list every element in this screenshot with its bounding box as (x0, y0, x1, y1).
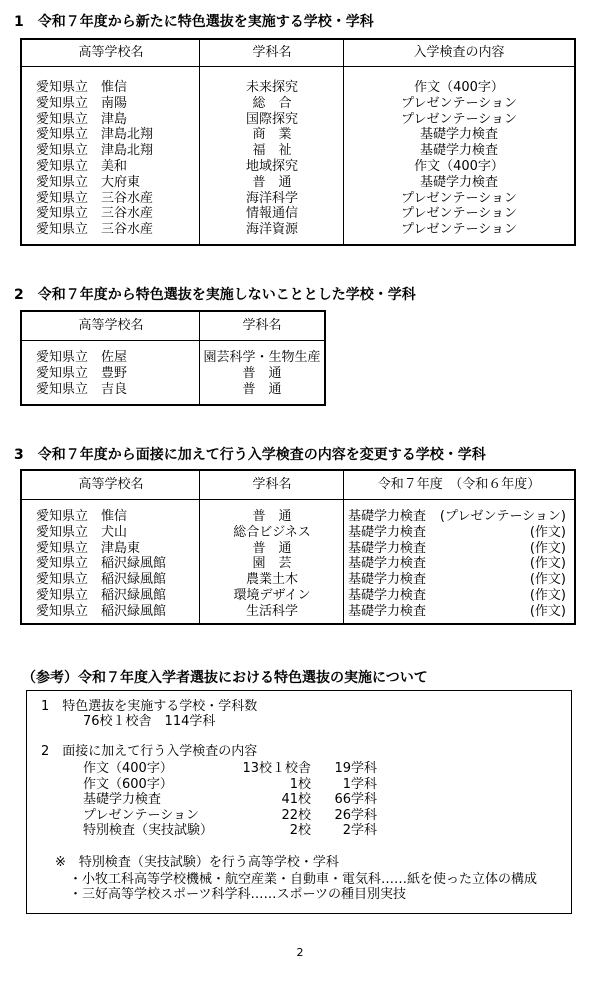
table-row (22, 96, 574, 112)
table-row (22, 588, 574, 604)
school-name: 愛知県立 津島 (36, 111, 128, 127)
course-name: 商 業 (252, 127, 292, 143)
school-name: 愛知県立 犬山 (36, 524, 128, 540)
exam-content: 基礎学力検査 (419, 174, 498, 190)
exam-content: 作文（400字） (414, 158, 504, 174)
school-name: 愛知県立 稲沢緑風館 (36, 587, 167, 603)
reference-note-heading: ※ 特別検査（実技試験）を行う高等学校・学科 (55, 855, 339, 870)
section2-header-row (22, 312, 324, 341)
header-exam-change: 令和７年度 （令和６年度） (377, 477, 541, 492)
course-name: 国際探究 (245, 111, 298, 127)
exam-type: プレゼンテーション (83, 807, 199, 823)
table-row (22, 366, 324, 382)
school-name: 愛知県立 美和 (36, 158, 128, 174)
school-name: 愛知県立 惟信 (36, 80, 128, 95)
table-row (22, 206, 574, 222)
course-count: 1学科 (342, 776, 377, 792)
exam-new: 基礎学力検査 (348, 540, 427, 556)
table-row (22, 556, 574, 572)
table-row (22, 80, 574, 96)
course-name: 環境デザイン (233, 587, 311, 603)
header-course: 学科名 (252, 477, 292, 492)
table-row (22, 222, 574, 238)
header-course: 学科名 (242, 318, 282, 333)
school-name: 愛知県立 三谷水産 (36, 190, 154, 206)
course-name: 園 芸 (252, 556, 292, 572)
school-name: 愛知県立 津島北翔 (36, 127, 154, 143)
school-name: 愛知県立 南陽 (36, 95, 128, 111)
course-name: 農業土木 (245, 572, 298, 588)
exam-new: 基礎学力検査 (348, 509, 427, 524)
section2-table (20, 310, 326, 406)
section1-table (20, 38, 576, 246)
section1-rows (22, 80, 574, 238)
school-name: 愛知県立 稲沢緑風館 (36, 572, 167, 588)
header-school: 高等学校名 (78, 477, 144, 492)
reference-note-line-2: ・三好高等学校スポーツ科学科……スポーツの種目別実技 (69, 887, 406, 902)
exam-previous: (プレゼンテーション) (439, 509, 566, 524)
exam-content: 作文（400字） (414, 80, 504, 95)
table-row (22, 175, 574, 191)
school-name: 愛知県立 豊野 (36, 365, 128, 381)
table-row (22, 159, 574, 175)
reference-note-line-1: ・小牧工科高等学校機械・航空産業・自動車・電気科……紙を使った立体の構成 (69, 872, 538, 887)
school-name: 愛知県立 佐屋 (36, 350, 128, 365)
exam-content: プレゼンテーション (401, 190, 517, 206)
course-name: 普 通 (242, 365, 282, 381)
school-count: 1校 (289, 776, 311, 792)
section2-title: 2 令和７年度から特色選抜を実施しないこととした学校・学科 (14, 287, 416, 303)
section3-title: 3 令和７年度から面接に加えて行う入学検査の内容を変更する学校・学科 (14, 447, 486, 463)
section3-table (20, 469, 576, 625)
course-name: 地域探究 (245, 158, 298, 174)
header-exam: 入学検査の内容 (413, 45, 505, 60)
course-name: 園芸科学・生物生産 (203, 350, 321, 365)
header-school: 高等学校名 (78, 45, 144, 60)
exam-content: プレゼンテーション (401, 111, 517, 127)
exam-new: 基礎学力検査 (348, 587, 427, 603)
course-name: 未来探究 (245, 80, 298, 95)
course-count: 66学科 (334, 792, 377, 808)
reference-item1-heading: 1 特色選抜を実施する学校・学科数 (41, 699, 258, 714)
school-name: 愛知県立 惟信 (36, 509, 128, 524)
course-name: 普 通 (252, 540, 292, 556)
course-count: 19学科 (334, 761, 377, 776)
school-name: 愛知県立 吉良 (36, 381, 128, 397)
exam-new: 基礎学力検査 (348, 603, 427, 619)
section2-rows (22, 350, 324, 397)
page-number: 2 (296, 946, 304, 959)
reference-item1-value: 76校１校舎 114学科 (83, 714, 216, 729)
exam-new: 基礎学力検査 (348, 572, 427, 588)
exam-previous: (作文) (529, 556, 566, 572)
school-count: 41校 (281, 792, 311, 808)
course-count: 26学科 (334, 807, 377, 823)
course-name: 普 通 (242, 381, 282, 397)
exam-previous: (作文) (529, 587, 566, 603)
reference-item2-heading: 2 面接に加えて行う入学検査の内容 (41, 744, 258, 759)
table-row (22, 350, 324, 366)
school-count: 2校 (289, 823, 311, 839)
school-name: 愛知県立 稲沢緑風館 (36, 603, 167, 619)
school-count: 22校 (281, 807, 311, 823)
exam-previous: (作文) (529, 572, 566, 588)
exam-type: 作文（600字） (83, 776, 173, 792)
table-row (22, 382, 324, 398)
reference-title: （参考）令和７年度入学者選抜における特色選抜の実施について (22, 670, 428, 686)
exam-content: プレゼンテーション (401, 206, 517, 222)
course-count: 2学科 (342, 823, 377, 839)
course-name: 普 通 (252, 174, 292, 190)
exam-type: 基礎学力検査 (83, 792, 162, 808)
school-name: 愛知県立 稲沢緑風館 (36, 556, 167, 572)
section1-title: 1 令和７年度から新たに特色選抜を実施する学校・学科 (14, 14, 374, 30)
exam-content: プレゼンテーション (401, 95, 517, 111)
table-row (22, 541, 574, 557)
course-name: 福 祉 (252, 143, 292, 159)
course-name: 情報通信 (245, 206, 298, 222)
course-name: 海洋科学 (245, 190, 298, 206)
table-row (22, 143, 574, 159)
section3-header-row (22, 471, 574, 500)
table-row (22, 604, 574, 620)
header-school: 高等学校名 (78, 318, 144, 333)
exam-new: 基礎学力検査 (348, 556, 427, 572)
table-row (22, 112, 574, 128)
section3-rows (22, 509, 574, 620)
exam-previous: (作文) (529, 524, 566, 540)
school-name: 愛知県立 津島東 (36, 540, 141, 556)
exam-content: 基礎学力検査 (419, 127, 498, 143)
exam-previous: (作文) (529, 540, 566, 556)
course-name: 生活科学 (245, 603, 298, 619)
course-name: 総合ビジネス (233, 524, 311, 540)
table-row (22, 509, 574, 525)
course-name: 海洋資源 (245, 222, 298, 238)
school-name: 愛知県立 大府東 (36, 174, 141, 190)
header-course: 学科名 (252, 45, 292, 60)
exam-new: 基礎学力検査 (348, 524, 427, 540)
exam-content: プレゼンテーション (401, 222, 517, 238)
exam-type: 作文（400字） (83, 761, 173, 776)
table-row (22, 525, 574, 541)
table-row (22, 572, 574, 588)
table-row (22, 127, 574, 143)
course-name: 総 合 (252, 95, 292, 111)
exam-type: 特別検査（実技試験） (83, 823, 214, 839)
course-name: 普 通 (252, 509, 292, 524)
exam-content: 基礎学力検査 (419, 143, 498, 159)
exam-previous: (作文) (529, 603, 566, 619)
section1-header-row (22, 40, 574, 67)
reference-box (26, 690, 572, 914)
school-name: 愛知県立 三谷水産 (36, 206, 154, 222)
school-name: 愛知県立 津島北翔 (36, 143, 154, 159)
school-name: 愛知県立 三谷水産 (36, 222, 154, 238)
school-count: 13校１校舎 (242, 761, 311, 776)
table-row (22, 191, 574, 207)
